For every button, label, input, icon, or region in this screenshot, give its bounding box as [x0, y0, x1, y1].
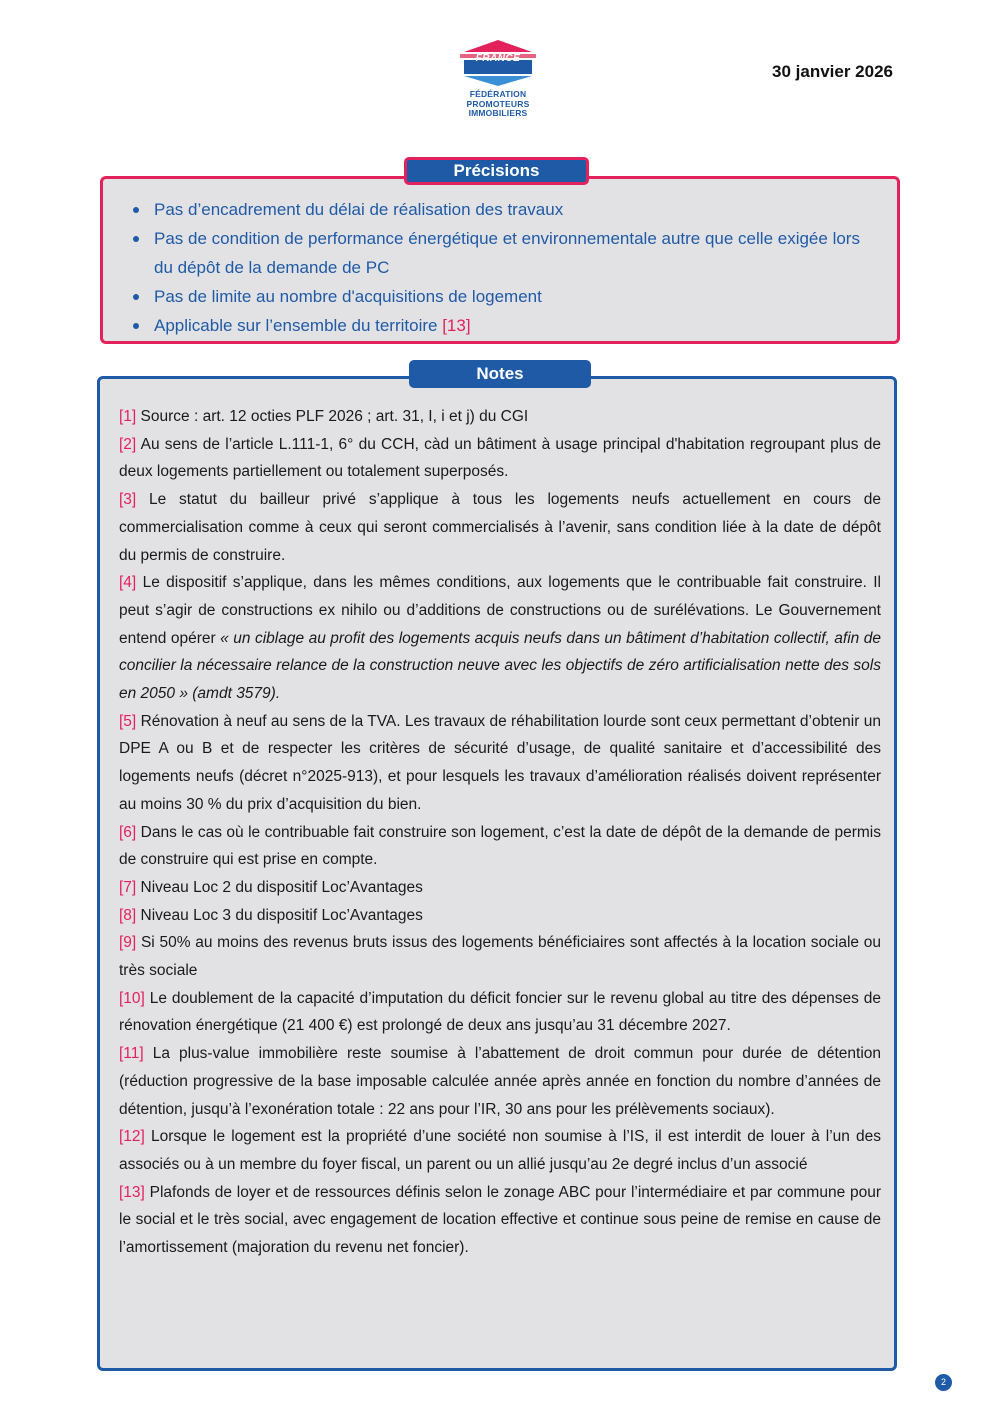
note-text: Niveau Loc 3 du dispositif Loc’Avantages — [136, 906, 423, 924]
note-item — [119, 431, 881, 486]
precision-text: Applicable sur l’ensemble du territoire — [154, 316, 443, 335]
notes-title: Notes — [409, 360, 591, 388]
note-item — [119, 708, 881, 819]
note-text: Source : art. 12 octies PLF 2026 ; art. 31, I, i et j) du CGI — [136, 408, 529, 425]
note-item — [119, 819, 881, 874]
note-number: [4] — [119, 574, 137, 592]
note-number: [3] — [119, 491, 137, 509]
note-text: Rénovation à neuf au sens de la TVA. Les travaux de réhabilitation lourde sont ceux permettant d’obtenir un DPE A ou B et de respecter les critères de sécurité d’usage, de qualité sanitaire et d’accessibilité des logements neufs (décret n°2025-913), et pour lesquels les travaux d’amélioration réalisés doivent représenter au moins 30 % du prix d’acquisition du bien. — [119, 712, 881, 813]
footnote-ref[interactable]: [13] — [442, 316, 471, 335]
precision-text: Pas de condition de performance énergétique et environnementale autre que celle exigée lors du dépôt de la demande de PC — [154, 229, 860, 277]
note-item — [119, 902, 881, 930]
note-number: [13] — [119, 1183, 145, 1201]
notes-box — [97, 376, 897, 1371]
note-number: [2] — [119, 435, 137, 453]
note-number: [6] — [119, 823, 137, 841]
logo — [456, 38, 540, 124]
note-text: Dans le cas où le contribuable fait construire son logement, c’est la date de dépôt de la demande de permis de construire qui est prise en compte. — [119, 823, 881, 869]
note-item — [119, 1123, 881, 1178]
note-item — [119, 569, 881, 708]
precisions-list — [133, 195, 878, 340]
bullet-icon — [133, 236, 139, 242]
precision-text: Pas de limite au nombre d'acquisitions de logement — [154, 287, 542, 306]
note-item — [119, 403, 881, 431]
note-quote: « un ciblage au profit des logements acquis neufs dans un bâtiment d’habitation collectif, afin de concilier la nécessaire relance de la construction neuve avec les objectifs de zéro artificialisation nette des sols en 2050 » (amdt 3579). — [119, 629, 882, 703]
list-item — [133, 224, 878, 282]
logo-org-line: PROMOTEURS — [466, 98, 530, 109]
bullet-icon — [133, 294, 139, 300]
note-item — [119, 1179, 881, 1262]
logo-org-line: IMMOBILIERS — [468, 108, 528, 118]
note-item — [119, 1040, 881, 1123]
list-item — [133, 195, 878, 224]
note-text: Au sens de l’article L.111-1, 6° du CCH, càd un bâtiment à usage principal d'habitation regroupant plus de deux logements partiellement ou totalement superposés. — [119, 435, 881, 481]
note-number: [9] — [119, 934, 137, 952]
logo-org-name — [456, 90, 540, 119]
note-text: Niveau Loc 2 du dispositif Loc’Avantages — [136, 878, 423, 896]
precisions-box — [100, 176, 900, 344]
note-item — [119, 874, 881, 902]
page-number: 2 — [935, 1374, 952, 1391]
logo-org-line: FÉDÉRATION — [469, 89, 527, 99]
bullet-icon — [133, 323, 139, 329]
note-text: Plafonds de loyer et de ressources définis selon le zonage ABC pour l’intermédiaire et par commune pour le social et le très social, avec engagement de location effective et continue sous peine de remise en cause de l’amortissement (majoration du revenu net foncier). — [119, 1183, 881, 1257]
note-number: [7] — [119, 878, 137, 896]
note-number: [1] — [119, 408, 137, 425]
note-text: Lorsque le logement est la propriété d’une société non soumise à l’IS, il est interdit de louer à l’un des associés ou à un membre du foyer fiscal, un parent ou un allié jusqu’au 2e degré inclus d’un associé — [119, 1128, 881, 1173]
list-item — [133, 282, 878, 311]
note-number: [12] — [119, 1128, 145, 1146]
house-roof-icon — [456, 38, 540, 90]
precisions-title: Précisions — [404, 157, 589, 185]
note-item — [119, 929, 881, 984]
document-date: 30 janvier 2026 — [772, 62, 893, 81]
note-text: La plus-value immobilière reste soumise à l’abattement de droit commun pour durée de détention (réduction progressive de la base imposable calculée année après année en fonction du nombre d’années de détention, jusqu’à l’exonération totale : 22 ans pour l’IR, 30 ans pour les prélèvements sociaux). — [119, 1045, 881, 1118]
note-item — [119, 486, 881, 569]
logo-country: FRANCE — [475, 53, 521, 64]
note-text: Le dispositif s’applique, dans les mêmes conditions, aux logements que le contribuable fait construire. Il peut s’agir de constructions ex nihilo ou d’additions de constructions ou de surélévations. Le Gouvernement entend opérer — [119, 574, 881, 647]
list-item — [133, 311, 878, 340]
note-text: Le doublement de la capacité d’imputation du déficit foncier sur le revenu global au titre des dépenses de rénovation énergétique (21 400 €) est prolongé de deux ans jusqu’au 31 décembre 2027. — [119, 989, 881, 1035]
note-number: [5] — [119, 712, 137, 730]
bullet-icon — [133, 207, 139, 213]
precision-text: Pas d’encadrement du délai de réalisation des travaux — [154, 200, 564, 219]
note-text: Si 50% au moins des revenus bruts issus des logements bénéficiaires sont affectés à la location sociale ou très sociale — [119, 934, 881, 980]
notes-list — [119, 403, 881, 1262]
note-number: [10] — [119, 989, 145, 1007]
note-item — [119, 985, 881, 1040]
note-text: Le statut du bailleur privé s’applique à tous les logements neufs actuellement en cours de commercialisation comme à ceux qui seront commercialisés à l’avenir, sans condition liée à la date de dépôt du permis de construire. — [119, 491, 881, 564]
note-number: [8] — [119, 906, 137, 924]
note-number: [11] — [119, 1045, 144, 1063]
